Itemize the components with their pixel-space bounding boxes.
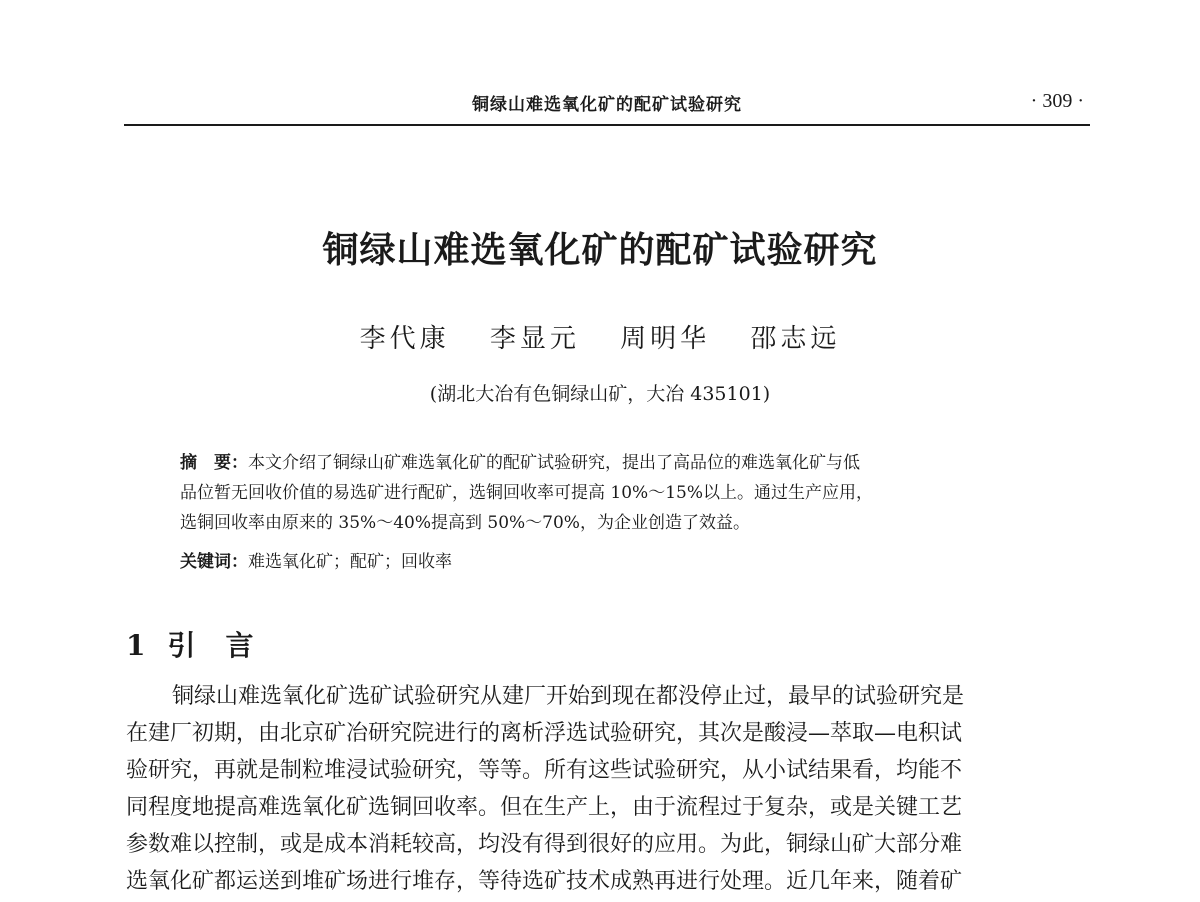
- paper-title: 铜绿山难选氧化矿的配矿试验研究: [322, 229, 878, 271]
- abstract: [180, 448, 1040, 538]
- author-list: [0, 318, 1200, 355]
- section-body: [126, 678, 1086, 900]
- body-line: 参数难以控制，或是成本消耗较高，均没有得到很好的应用。为此，铜绿山矿大部分难: [126, 832, 963, 857]
- body-line: 在建厂初期，由北京矿冶研究院进行的离析浮选试验研究，其次是酸浸—萃取—电积试: [126, 721, 963, 746]
- body-line: 选氧化矿都运送到堆矿场进行堆存，等待选矿技术成熟再进行处理。近几年来，随着矿: [126, 869, 963, 894]
- keywords-text: 难选氧化矿；配矿；回收率: [248, 552, 452, 572]
- author: 周明华: [620, 324, 711, 354]
- body-line: 验研究，再就是制粒堆浸试验研究，等等。所有这些试验研究，从小试结果看，均能不: [126, 758, 963, 783]
- section-title-char: 言: [225, 629, 254, 662]
- page-number: · 309 ·: [1030, 90, 1084, 112]
- body-line: 同程度地提高难选氧化矿选铜回收率。但在生产上，由于流程过于复杂，或是关键工艺: [126, 795, 963, 820]
- keywords-label: 关键词：: [180, 552, 248, 572]
- keywords: [180, 547, 452, 572]
- abstract-line-2: 品位暂无回收价值的易选矿进行配矿，选铜回收率可提高 10%～15%以上。通过生产应用，: [180, 483, 873, 503]
- abstract-line-1: [180, 448, 1040, 478]
- abstract-text: 本文介绍了铜绿山矿难选氧化矿的配矿试验研究，提出了高品位的难选氧化矿与低: [248, 453, 860, 473]
- body-line: 铜绿山难选氧化矿选矿试验研究从建厂开始到现在都没停止过，最早的试验研究是: [172, 684, 965, 709]
- author: 李代康: [359, 324, 450, 354]
- author: 李显元: [489, 324, 580, 354]
- abstract-line-3: 选铜回收率由原来的 35%～40%提高到 50%～70%，为企业创造了效益。: [180, 513, 750, 533]
- running-title: 铜绿山难选氧化矿的配矿试验研究: [472, 95, 742, 115]
- affiliation: (湖北大冶有色铜绿山矿，大冶 435101): [429, 383, 771, 405]
- section-title-char: 引: [167, 629, 196, 662]
- running-header: [124, 84, 1090, 126]
- abstract-label: 摘 要：: [180, 453, 248, 473]
- section-heading: [126, 624, 254, 664]
- section-number: 1: [126, 629, 146, 662]
- author: 邵志远: [750, 324, 841, 354]
